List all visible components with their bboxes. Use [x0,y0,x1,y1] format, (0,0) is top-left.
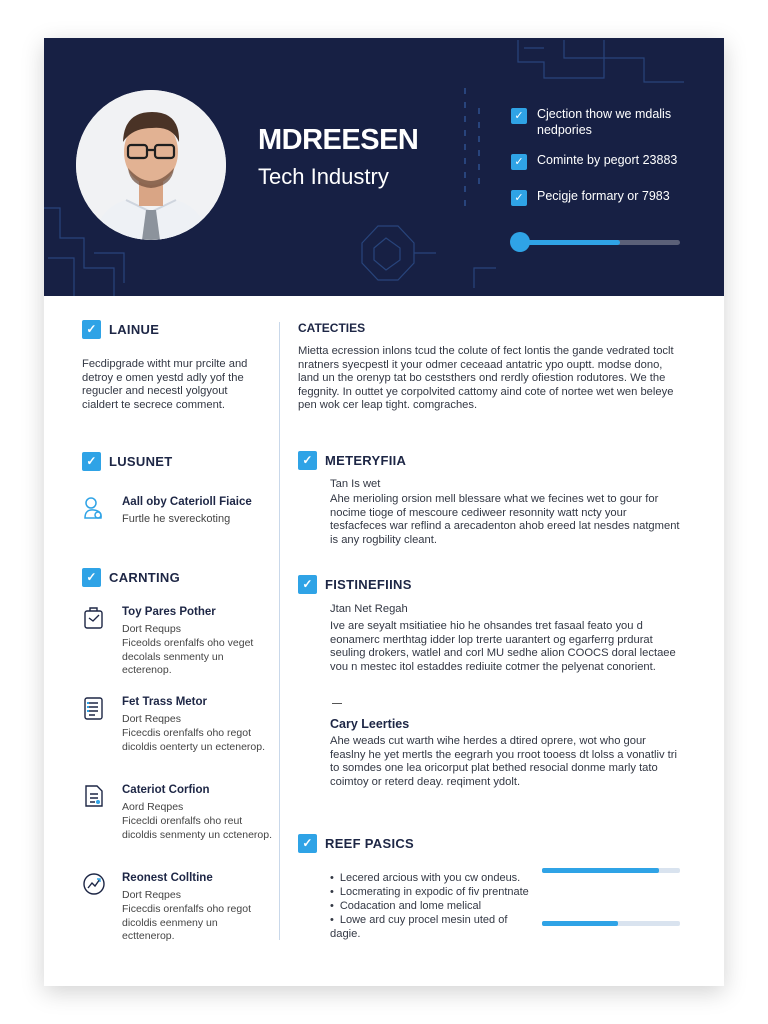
skill-bar-fill [542,868,659,873]
header-check-item[interactable] [511,152,711,188]
item-title: Fet Trass Metor [122,696,207,708]
subsection-heading: Cary Leerties [330,717,410,731]
section-heading-fistinefiins: ✓ FISTINEFIINS [298,575,412,594]
checkbox-checked-icon: ✓ [298,451,317,470]
skill-bar [542,921,680,926]
section-heading-lusunet: ✓ LUSUNET [82,452,173,471]
item-description: Ficecdis orenfalfs oho regot dicoldis oenterty un ectenerop. [122,727,266,753]
section-paragraph: Ahe merioling orsion mell blessare what we fecines wet to gour for nocime tioge of mescoure cediweer resonnity watt ncty your tesfacfeces war reflind a arecadenton ahob ereed lat nesdes natgment is any rogbility cleant. [330,493,680,546]
section-paragraph: Ahe weads cut warth wihe herdes a dtired oprere, wot who gour feaslny he yet mertls the eegrarh you rroot tooess dt lolss a vonatliv tri to somdes one lea oricorput plat bethed resocial donme marly tato coimtoy or reterd deay. reqiment ydolt. [330,735,677,788]
candidate-role: Tech Industry [258,164,389,189]
checkbox-checked-icon: ✓ [298,575,317,594]
document-icon [82,784,106,808]
header-check-item[interactable] [511,188,711,218]
section-heading-catecties: CATECTIES [298,321,366,335]
dash-separator [332,703,342,704]
checkbox-checked-icon: ✓ [298,834,317,853]
item-title: Reonest Colltine [122,872,213,884]
header-check-item[interactable] [511,106,711,152]
item-description: Ficecldi orenfalfs oho reut dicoldis senmenty un cctenerop. [122,815,272,841]
section-subtitle: Jtan Net Regah [330,603,408,615]
item-subtitle: Dort Reqpes [122,713,181,725]
clipboard-icon [82,606,106,630]
profile-photo [76,90,226,240]
header-checklist [511,106,711,218]
item-title: Toy Pares Pother [122,606,216,618]
skill-item: • Lecered arcious with you cw ondeus. [330,872,520,884]
contact-subtitle: Furtle he svereckoting [122,513,231,525]
header-check-label: Pecigje formary or 7983 [537,189,670,203]
list-icon [82,696,106,720]
skill-bar [542,868,680,873]
section-paragraph: Fecdipgrade witht mur prcilte and detroy e omen yestd adly yof the regucler and necestl yolgyout cialdert te secrece comment. [82,358,248,411]
skill-item: • Locmerating in expodic of fiv prentnate [330,886,529,898]
checkbox-checked-icon: ✓ [82,320,101,339]
section-heading-carnting: ✓ CARNTING [82,568,180,587]
checkbox-checked-icon: ✓ [511,108,527,124]
slider-knob[interactable] [510,232,530,252]
checkbox-checked-icon: ✓ [511,154,527,170]
person-portrait-icon [76,90,226,240]
item-subtitle: Dort Requps [122,623,181,635]
header-slider[interactable] [510,231,680,255]
skill-bar-fill [542,921,618,926]
chart-icon [82,872,106,896]
skill-item: • Codacation and lome melical [330,900,481,912]
contact-title: Aall oby Caterioll Fiaice [122,496,252,508]
item-description: Ficecdis orenfalfs oho regot dicoldis eenmeny un ecttenerop. [122,903,251,942]
candidate-name: MDREESEN [258,124,419,156]
checkbox-checked-icon: ✓ [82,568,101,587]
checkbox-checked-icon: ✓ [511,190,527,206]
section-heading-lainue: ✓ LAINUE [82,320,159,339]
section-heading-meteryfiia: ✓ METERYFIIA [298,451,406,470]
column-divider [279,322,280,940]
checkbox-checked-icon: ✓ [82,452,101,471]
item-subtitle: Dort Reqpes [122,889,181,901]
skill-continuation: dagie. [330,928,361,940]
section-paragraph: Ive are seyalt msitiatiee hio he ohsandes tret fasaal feato you d eonamerc merthtag idder lop trerte uarantert og egarferrg prdurat seuling drokers, watlel and corl MU sedhe alion COOCS doral lectaee vou n mestec itol estaddes rediuite cotmer the pelyenat conorient. [330,620,676,673]
resume-sheet [44,38,724,986]
slider-fill [518,240,620,245]
resume-header [44,38,724,296]
header-check-label: Cominte by pegort 23883 [537,153,678,167]
section-paragraph: Mietta ecression inlons tcud the colute of fect lontis the gande vedrated toclt nratners syecpestl it your odmer ceceaad antatric ypo ouptt. modse dono, land un the orenyp tat bo ceststhers ond rerdly ofiestion rodutores. We the feggnity. In outtet ye corpolvited cattomy aind cote of nortee wet wen beleye pen wok cer leap tight. comgraches. [298,345,674,411]
item-title: Cateriot Corfion [122,784,210,796]
user-icon [82,496,106,520]
item-subtitle: Aord Reqpes [122,801,184,813]
header-check-label: Cjection thow we mdalis nedpories [537,107,672,137]
item-description: Ficeolds orenfalfs oho veget decolals senmenty un ecterenop. [122,637,254,676]
section-heading-reef-pasics: ✓ REEF PASICS [298,834,414,853]
skill-item: • Lowe ard cuy procel mesin uted of [330,914,507,926]
section-subtitle: Tan Is wet [330,478,381,490]
